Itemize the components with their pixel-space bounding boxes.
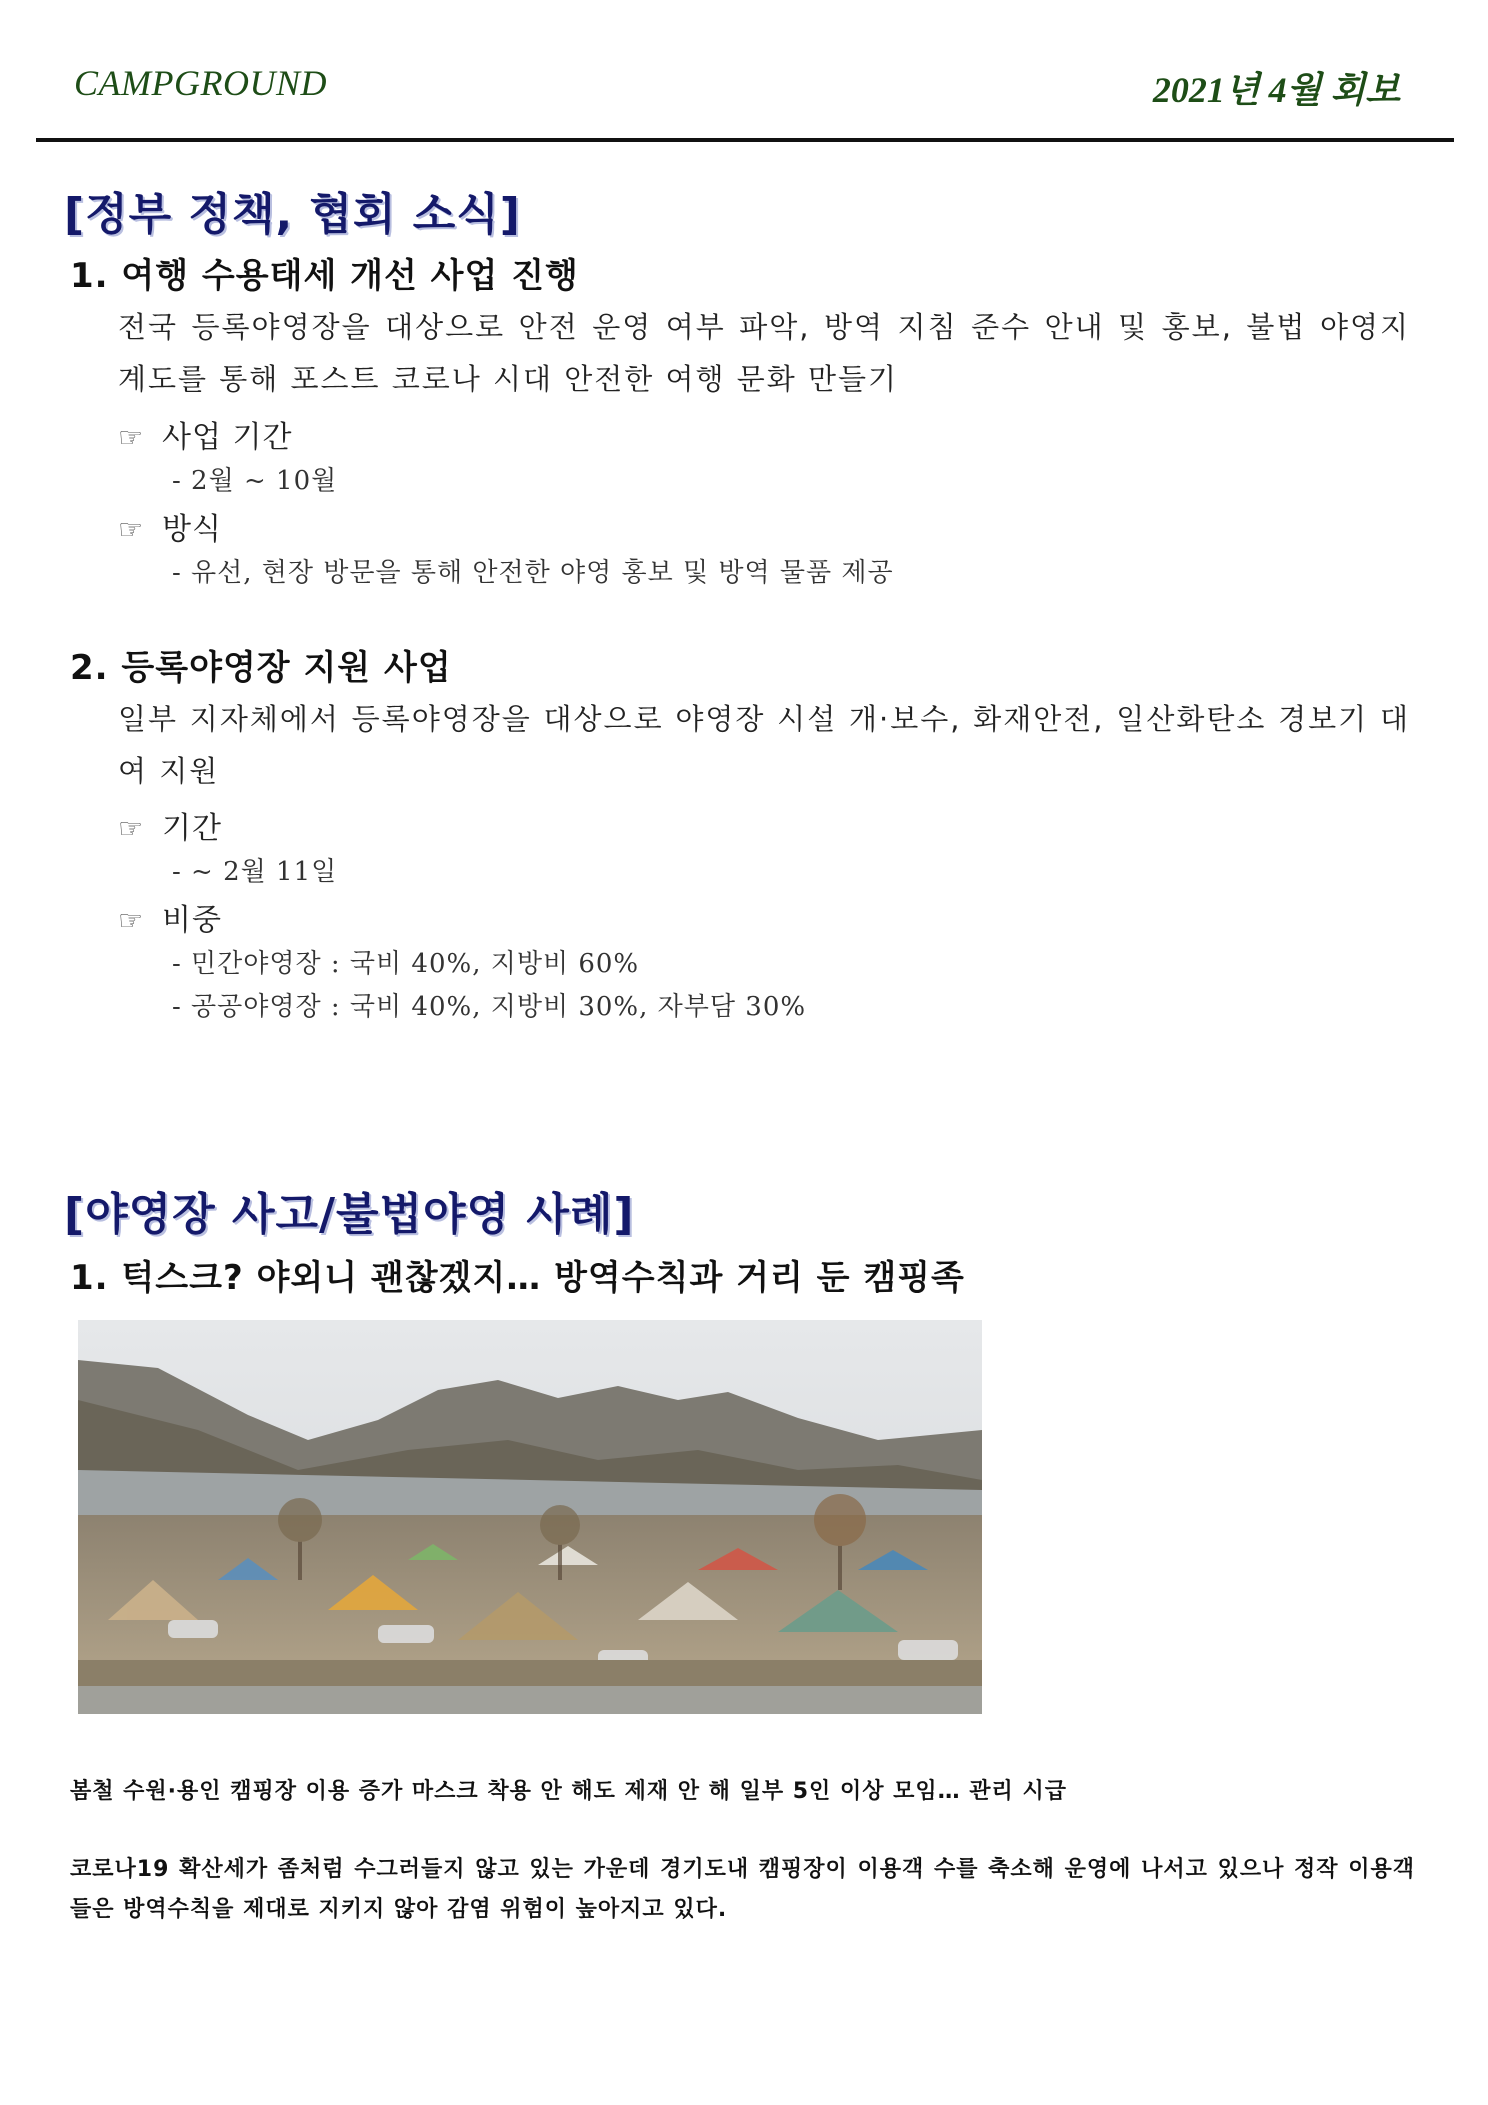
detail-ratio-public: - 공공야영장 : 국비 40%, 지방비 30%, 자부담 30% (172, 992, 807, 1022)
section-title-incidents: [야영장 사고/불법야영 사례] (64, 1189, 635, 1240)
page-header (70, 62, 1400, 112)
article-caption: 봄철 수원·용인 캠핑장 이용 증가 마스크 착용 안 해도 제재 안 해 일부 5인 이상 모임… 관리 시급 (70, 1779, 1067, 1804)
sub-heading-period (118, 412, 292, 456)
campground-photo (78, 1320, 982, 1714)
pointing-hand-icon: ☞ (118, 904, 145, 937)
section-title-policy: [정부 정책, 협회 소식] (64, 189, 521, 240)
article-body: 코로나19 확산세가 좀처럼 수그러들지 않고 있는 가운데 경기도내 캠핑장이 이용객 수를 축소해 운영에 나서고 있으나 정작 이용객들은 방역수칙을 제대로 지키지 않아 감염 위험이 높아지고 있다. (70, 1857, 1415, 1922)
brand-name: CAMPGROUND (74, 63, 327, 103)
pointing-hand-icon: ☞ (118, 812, 145, 845)
item-title-tourism: 1. 여행 수용태세 개선 사업 진행 (70, 256, 579, 296)
sub-heading-method (118, 504, 222, 548)
sub-heading-ratio (118, 895, 222, 939)
detail-ratio-private: - 민간야영장 : 국비 40%, 지방비 60% (172, 949, 640, 979)
issue-date: 2021년 4월 회보 (1152, 70, 1400, 110)
item-title-mask: 1. 턱스크? 야외니 괜찮겠지… 방역수칙과 거리 둔 캠핑족 (70, 1258, 965, 1298)
pointing-hand-icon: ☞ (118, 513, 145, 546)
header-rule (36, 138, 1454, 142)
sub-label: 사업 기간 (162, 420, 293, 455)
item-paragraph-tourism: 전국 등록야영장을 대상으로 안전 운영 여부 파악, 방역 지침 준수 안내 및 홍보, 불법 야영지 계도를 통해 포스트 코로나 시대 안전한 여행 문화 만들기 (118, 310, 1410, 396)
sub-label: 기간 (162, 811, 222, 846)
item-paragraph-support: 일부 지자체에서 등록야영장을 대상으로 야영장 시설 개·보수, 화재안전, 일산화탄소 경보기 대여 지원 (118, 702, 1410, 788)
detail-duration: - ~ 2월 11일 (172, 857, 338, 887)
pointing-hand-icon: ☞ (118, 421, 145, 454)
campground-photo-icon (78, 1320, 982, 1714)
sub-heading-duration (118, 803, 222, 847)
sub-label: 방식 (162, 512, 222, 547)
item-title-support: 2. 등록야영장 지원 사업 (70, 648, 452, 688)
detail-period: - 2월 ~ 10월 (172, 466, 338, 496)
sub-label: 비중 (162, 903, 222, 938)
detail-method: - 유선, 현장 방문을 통해 안전한 야영 홍보 및 방역 물품 제공 (172, 558, 894, 588)
